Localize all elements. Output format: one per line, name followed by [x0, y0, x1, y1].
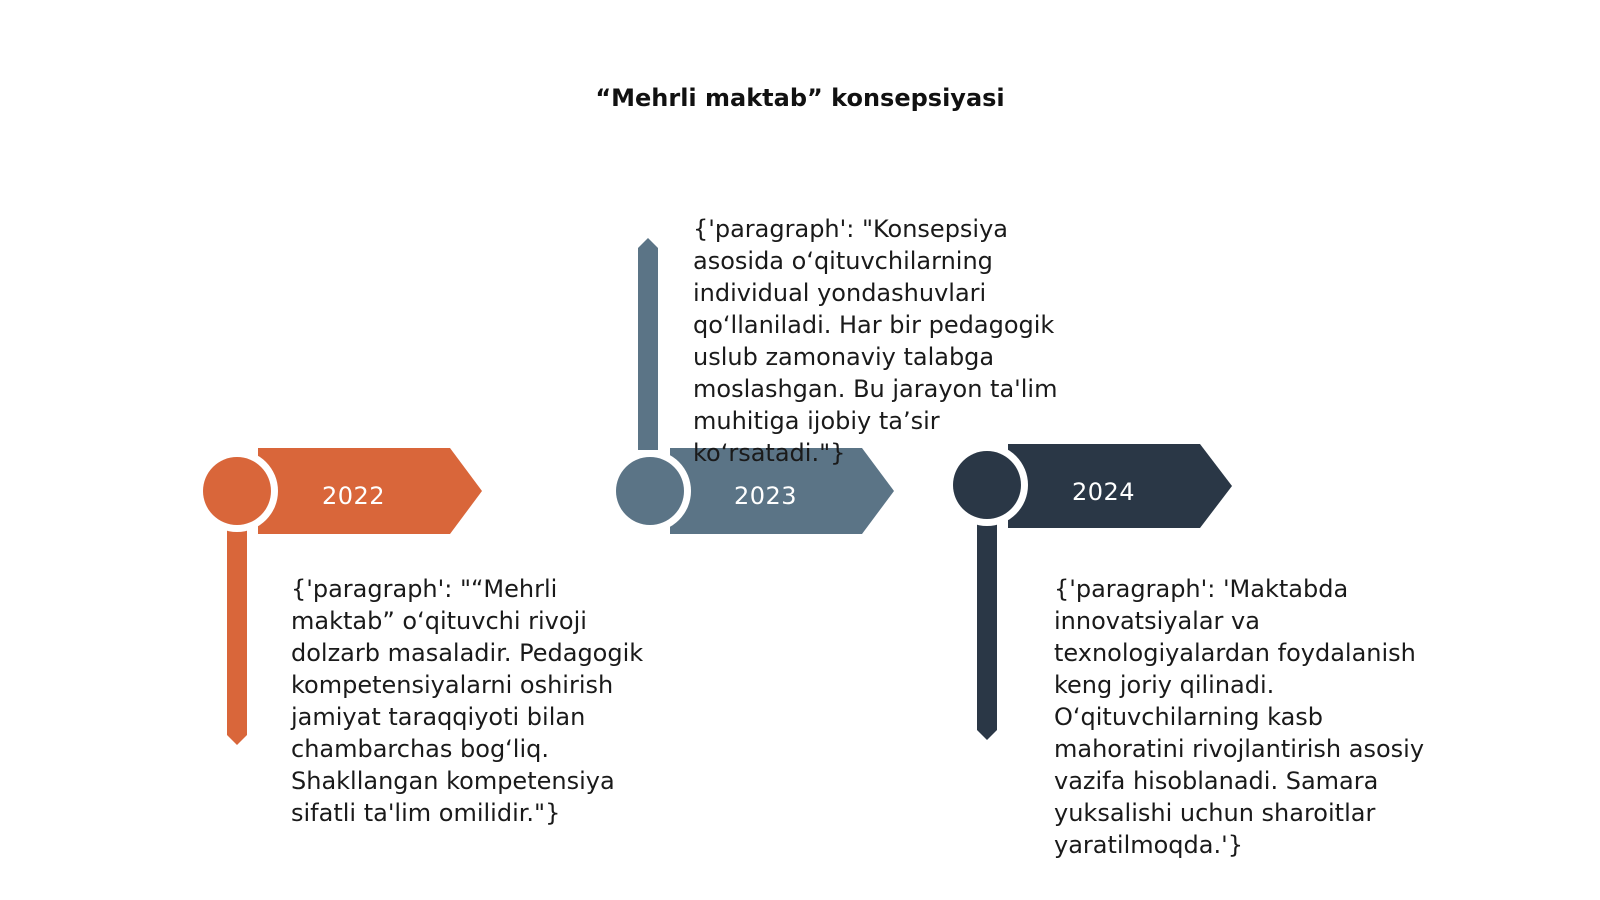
stem-2023 — [638, 238, 658, 450]
year-label-2022: 2022 — [322, 482, 386, 510]
stem-2024 — [977, 520, 997, 740]
node-circle-2023 — [616, 457, 684, 525]
paragraph-2024: {'paragraph': 'Maktabda innovatsiyalar va texnologiyalardan foydalanish keng joriy qilinadi. O‘qituvchilarning kasb mahoratini rivojlantirish asosiy vazifa hisoblanadi. Samara yuksalishi uchun sharoitlar yaratilmoqda.'} — [1054, 575, 1425, 859]
paragraph-2023: {'paragraph': "Konsepsiya asosida o‘qituvchilarning individual yondashuvlari qo‘llaniladi. Har bir pedagogik uslub zamonaviy talabga moslashgan. Bu jarayon ta'lim muhitiga ijobiy ta’sir ko‘rsatadi."} — [693, 215, 1058, 467]
year-label-2024: 2024 — [1072, 478, 1136, 506]
node-circle-2022 — [203, 457, 271, 525]
page-title: “Mehrli maktab” konsepsiyasi — [595, 84, 1005, 112]
stem-2022 — [227, 520, 247, 745]
year-label-2023: 2023 — [734, 482, 798, 510]
paragraph-2022: {'paragraph': "“Mehrli maktab” o‘qituvchi rivoji dolzarb masaladir. Pedagogik kompetensiyalarni oshirish jamiyat taraqqiyoti bilan chambarchas bog‘liq. Shakllangan kompetensiya sifatli ta'lim omilidir."} — [291, 575, 644, 827]
